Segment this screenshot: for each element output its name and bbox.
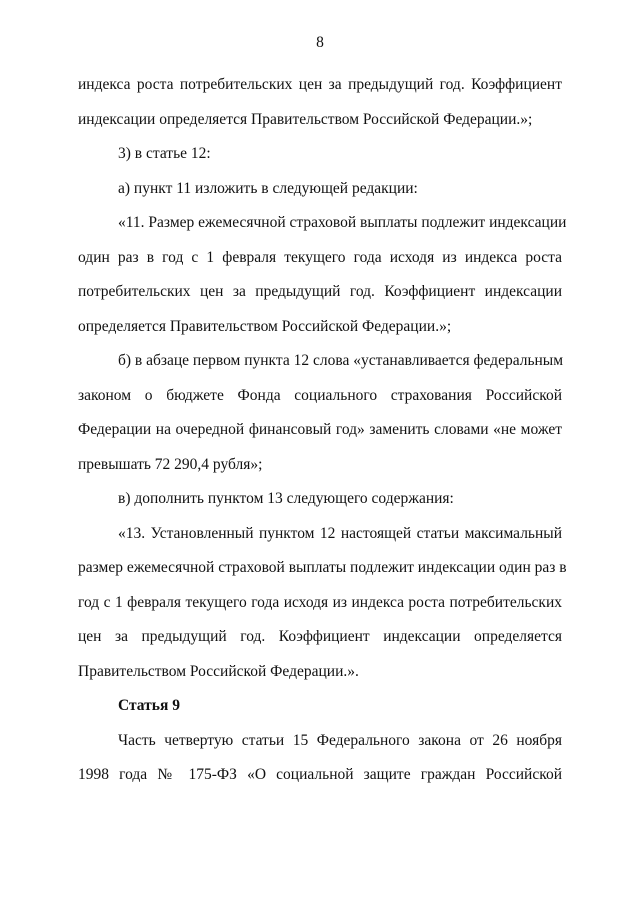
text-line: превышать 72 290,4 рубля»; — [78, 455, 263, 473]
text-line: индексации определяется Правительством Российской Федерации.»; — [78, 110, 533, 128]
text-line: Федерации на очередной финансовый год» заменить словами «не может — [78, 421, 562, 438]
text-line: 3) в статье 12: — [118, 145, 211, 162]
article-heading: Статья 9 — [118, 697, 180, 714]
text-line: а) пункт 11 изложить в следующей редакции: — [118, 179, 418, 197]
text-line: один раз в год с 1 февраля текущего года исходя из индекса роста — [78, 248, 562, 266]
text-line: в) дополнить пунктом 13 следующего содержания: — [118, 490, 454, 507]
text-line: «11. Размер ежемесячной страховой выплаты подлежит индексации — [118, 214, 567, 231]
text-line: «13. Установленный пунктом 12 настоящей статьи максимальный — [118, 524, 562, 542]
text-line: потребительских цен за предыдущий год. Коэффициент индексации — [78, 283, 562, 300]
text-line: 1998 года № 175-ФЗ «О социальной защите граждан Российской — [78, 766, 562, 783]
text-line: размер ежемесячной страховой выплаты подлежит индексации один раз в — [78, 559, 567, 576]
text-line: год с 1 февраля текущего года исходя из индекса роста потребительских — [78, 593, 562, 611]
text-line: Правительством Российской Федерации.». — [78, 662, 359, 680]
text-line: индекса роста потребительских цен за предыдущий год. Коэффициент — [78, 76, 562, 93]
page-number: 8 — [316, 34, 324, 51]
text-line: Часть четвертую статьи 15 Федерального закона от 26 ноября — [118, 731, 562, 749]
text-line: цен за предыдущий год. Коэффициент индексации определяется — [78, 628, 562, 645]
text-line: определяется Правительством Российской Федерации.»; — [78, 317, 452, 335]
text-line: законом о бюджете Фонда социального страхования Российской — [78, 386, 562, 404]
text-line: б) в абзаце первом пункта 12 слова «устанавливается федеральным — [118, 352, 564, 369]
document-body — [78, 68, 567, 793]
